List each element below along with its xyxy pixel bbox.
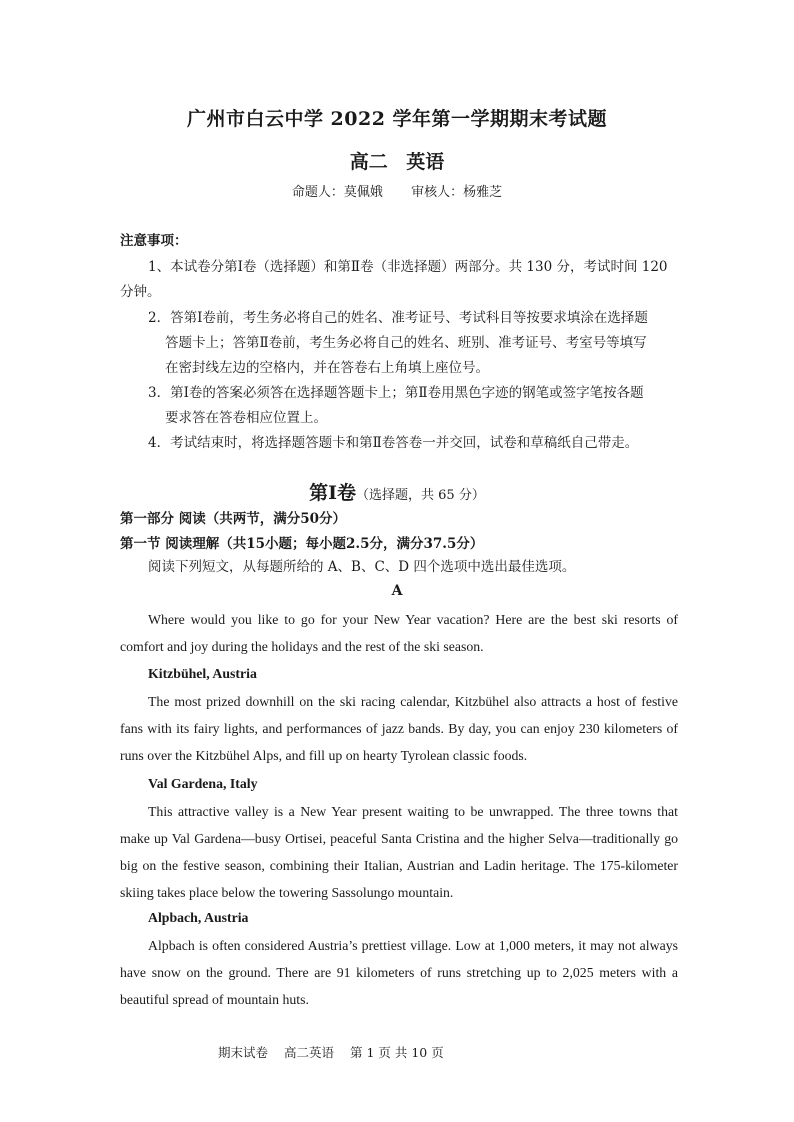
part-one-subtitle: （选择题，共 65 分） (356, 488, 485, 503)
resort-heading: Alpbach, Austria (148, 910, 249, 925)
note-line: 2．答第Ⅰ卷前，考生务必将自己的姓名、准考证号、考试科目等按要求填涂在选择题 (148, 310, 648, 326)
footer-exam: 期末试卷 (218, 1045, 269, 1060)
section-heading: 第一部分 阅读（共两节，满分50分） (120, 511, 346, 527)
notes-heading: 注意事项： (120, 233, 188, 249)
resort-paragraph: The most prized downhill on the ski racing calendar, Kitzbühel also attracts a host of festive fans with its fairy lights, and performances of jazz bands. By day, you can enjoy 230 kilometers of runs over the Kitzbühel Alps, and fill up on hearty Tyrolean classic foods. (120, 694, 678, 763)
note-line: 答题卡上；答第Ⅱ卷前，考生务必将自己的姓名、班别、准考证号、考室号等填写 (165, 335, 647, 351)
note-line: 分钟。 (120, 284, 161, 300)
exam-authors (0, 181, 794, 200)
note-line: 4．考试结束时，将选择题答题卡和第Ⅱ卷答卷一并交回，试卷和草稿纸自己带走。 (148, 435, 639, 451)
footer-course: 高二英语 (284, 1045, 335, 1060)
note-line: 3．第Ⅰ卷的答案必须答在选择题答题卡上；第Ⅱ卷用黑色字迹的钢笔或签字笔按各题 (148, 385, 644, 401)
resort-heading: Kitzbühel, Austria (148, 666, 257, 681)
note-line: 要求答在答卷相应位置上。 (165, 410, 327, 426)
note-line: 1、本试卷分第Ⅰ卷（选择题）和第Ⅱ卷（非选择题）两部分。共 130 分，考试时间 120 (148, 259, 668, 275)
reviewer-name: 审核人：杨雅芝 (411, 185, 503, 200)
subsection-heading: 第一节 阅读理解（共15小题；每小题2.5分，满分37.5分） (120, 536, 484, 552)
author-name: 命题人：莫佩娥 (291, 185, 383, 200)
passage-letter: A (391, 583, 403, 599)
reading-instruction: 阅读下列短文，从每题所给的 A、B、C、D 四个选项中选出最佳选项。 (148, 559, 576, 575)
part-one-label: 第Ⅰ卷 (309, 482, 357, 504)
resort-heading: Val Gardena, Italy (148, 776, 258, 791)
resort-paragraph: Alpbach is often considered Austria’s prettiest village. Low at 1,000 meters, it may not always have snow on the ground. There are 91 kilometers of runs stretching up to 2,025 meters with a beautiful spread of mountain huts. (120, 938, 678, 1007)
passage-intro: Where would you like to go for your New Year vacation? Here are the best ski resorts of comfort and joy during the holidays and the rest of the ski season. (120, 612, 678, 654)
resort-paragraph: This attractive valley is a New Year present waiting to be unwrapped. The three towns that make up Val Gardena—busy Ortisei, peaceful Santa Cristina and the higher Selva—traditionally go big on the festive season, combining their Italian, Austrian and Ladin heritage. The 175-kilometer skiing takes place below the towering Sassolungo mountain. (120, 804, 678, 900)
page-footer (218, 1043, 456, 1061)
footer-page-number: 第 1 页 共 10 页 (350, 1045, 444, 1060)
exam-subject: 高二 英语 (349, 151, 445, 173)
exam-title: 广州市白云中学 2022 学年第一学期期末考试题 (186, 108, 608, 130)
note-line: 在密封线左边的空格内，并在答卷右上角填上座位号。 (165, 360, 489, 376)
part-one-title (0, 478, 794, 505)
